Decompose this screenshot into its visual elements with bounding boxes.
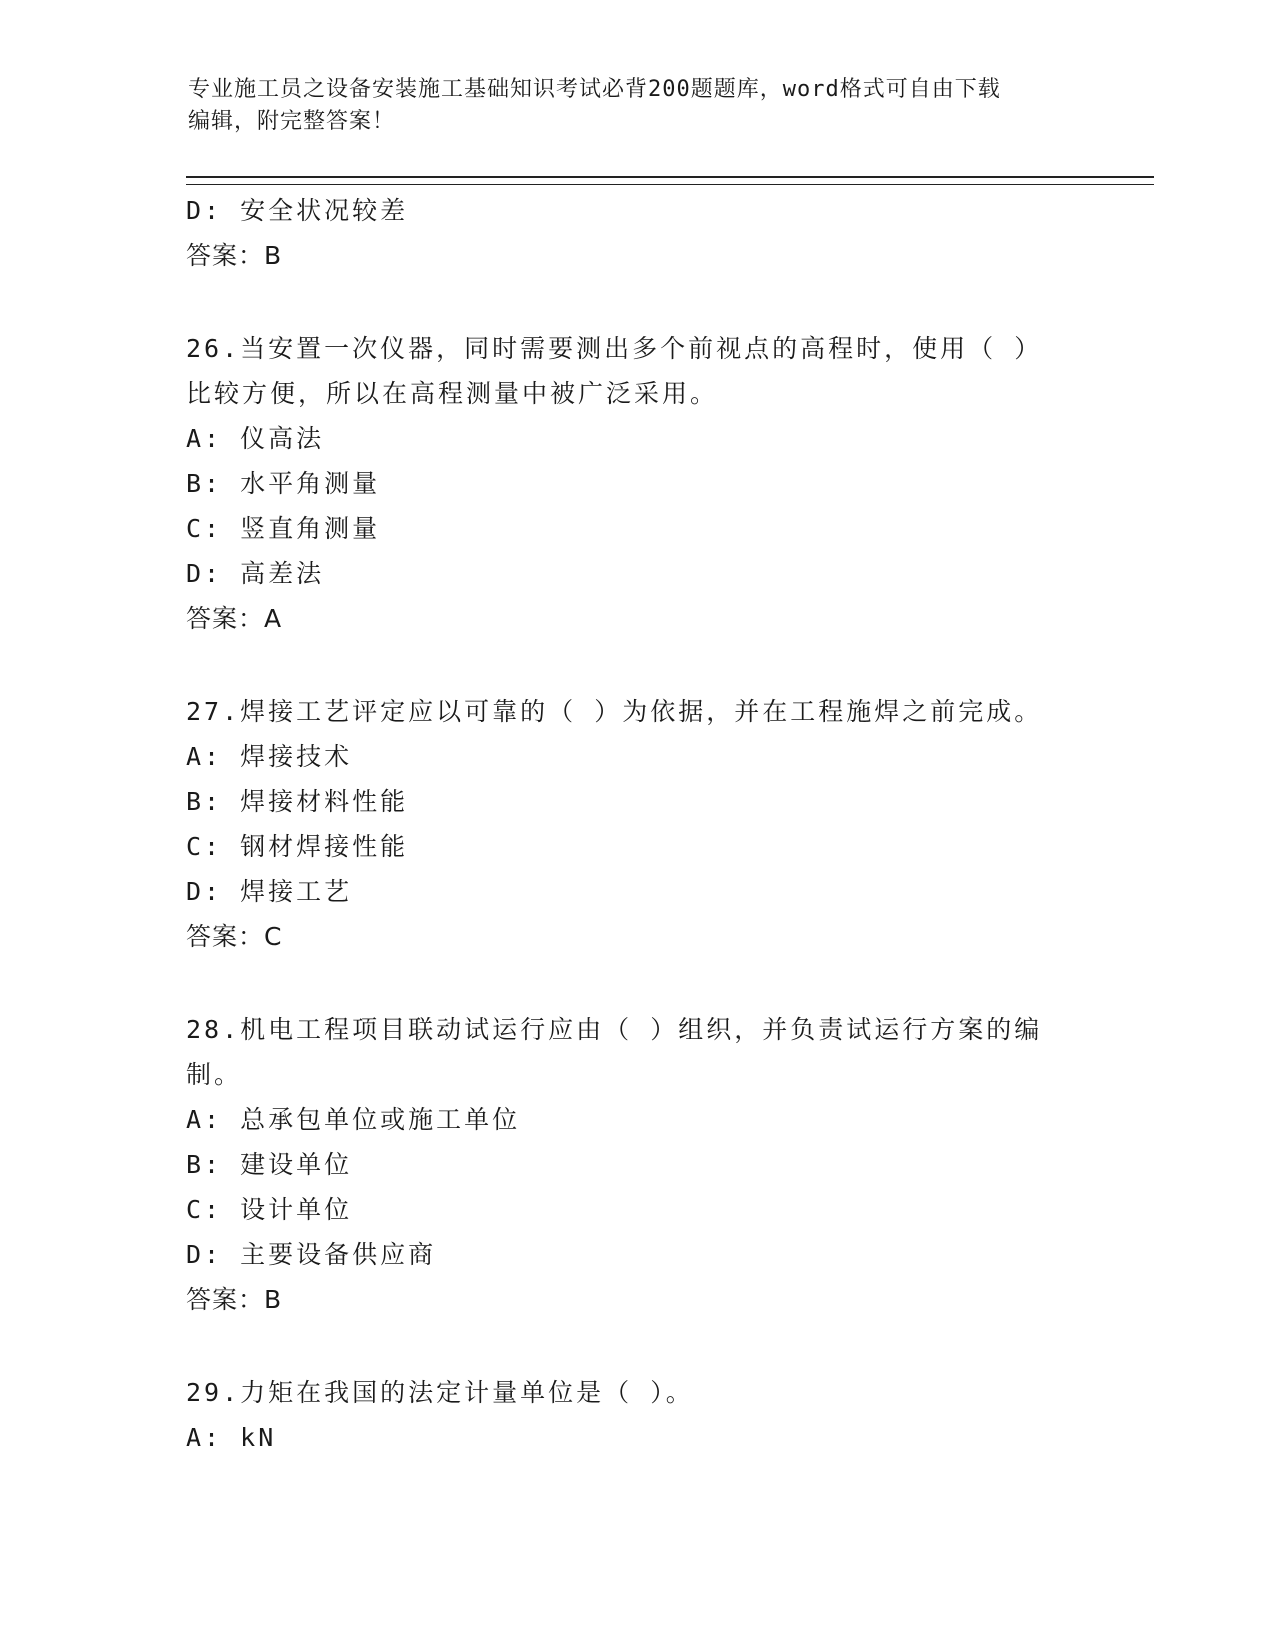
question-27 bbox=[186, 689, 1066, 959]
q27-answer: 答案：C bbox=[186, 922, 283, 951]
spacer bbox=[186, 641, 1066, 689]
question-28 bbox=[186, 1007, 1066, 1322]
q29-option-a: A: kN bbox=[186, 1423, 277, 1452]
question-content bbox=[186, 188, 1066, 1460]
q27-option-c: C: 钢材焊接性能 bbox=[186, 832, 409, 861]
spacer bbox=[186, 959, 1066, 1007]
q28-option-b: B: 建设单位 bbox=[186, 1150, 353, 1179]
q26-answer: 答案：A bbox=[186, 604, 283, 633]
document-title-line-1: 专业施工员之设备安装施工基础知识考试必背200题题库，word格式可自由下载 bbox=[188, 77, 1001, 102]
q28-stem-line-2: 制。 bbox=[186, 1060, 243, 1089]
q28-answer: 答案：B bbox=[186, 1285, 283, 1314]
q27-option-b: B: 焊接材料性能 bbox=[186, 787, 409, 816]
q26-stem-line-2: 比较方便，所以在高程测量中被广泛采用。 bbox=[186, 379, 719, 408]
question-25-tail bbox=[186, 188, 1066, 278]
document-title-line-2: 编辑，附完整答案！ bbox=[188, 109, 396, 134]
spacer bbox=[186, 278, 1066, 326]
page-header bbox=[188, 74, 1088, 138]
header-divider bbox=[186, 176, 1154, 185]
q27-stem-line-1: 27.焊接工艺评定应以可靠的（ ）为依据，并在工程施焊之前完成。 bbox=[186, 697, 1043, 726]
q25-answer: 答案：B bbox=[186, 241, 283, 270]
q26-option-c: C: 竖直角测量 bbox=[186, 514, 381, 543]
q29-stem-line-1: 29.力矩在我国的法定计量单位是（ ）。 bbox=[186, 1378, 694, 1407]
spacer bbox=[186, 1322, 1066, 1370]
q28-option-d: D: 主要设备供应商 bbox=[186, 1240, 437, 1269]
q26-option-d: D: 高差法 bbox=[186, 559, 325, 588]
q27-option-d: D: 焊接工艺 bbox=[186, 877, 353, 906]
question-26 bbox=[186, 326, 1066, 641]
question-29 bbox=[186, 1370, 1066, 1460]
q27-option-a: A: 焊接技术 bbox=[186, 742, 353, 771]
q25-option-d: D: 安全状况较差 bbox=[186, 196, 409, 225]
q28-option-a: A: 总承包单位或施工单位 bbox=[186, 1105, 521, 1134]
q26-option-a: A: 仪高法 bbox=[186, 424, 325, 453]
q26-option-b: B: 水平角测量 bbox=[186, 469, 381, 498]
q26-stem-line-1: 26.当安置一次仪器，同时需要测出多个前视点的高程时，使用（ ） bbox=[186, 334, 1043, 363]
q28-option-c: C: 设计单位 bbox=[186, 1195, 353, 1224]
q28-stem-line-1: 28.机电工程项目联动试运行应由（ ）组织，并负责试运行方案的编 bbox=[186, 1015, 1043, 1044]
